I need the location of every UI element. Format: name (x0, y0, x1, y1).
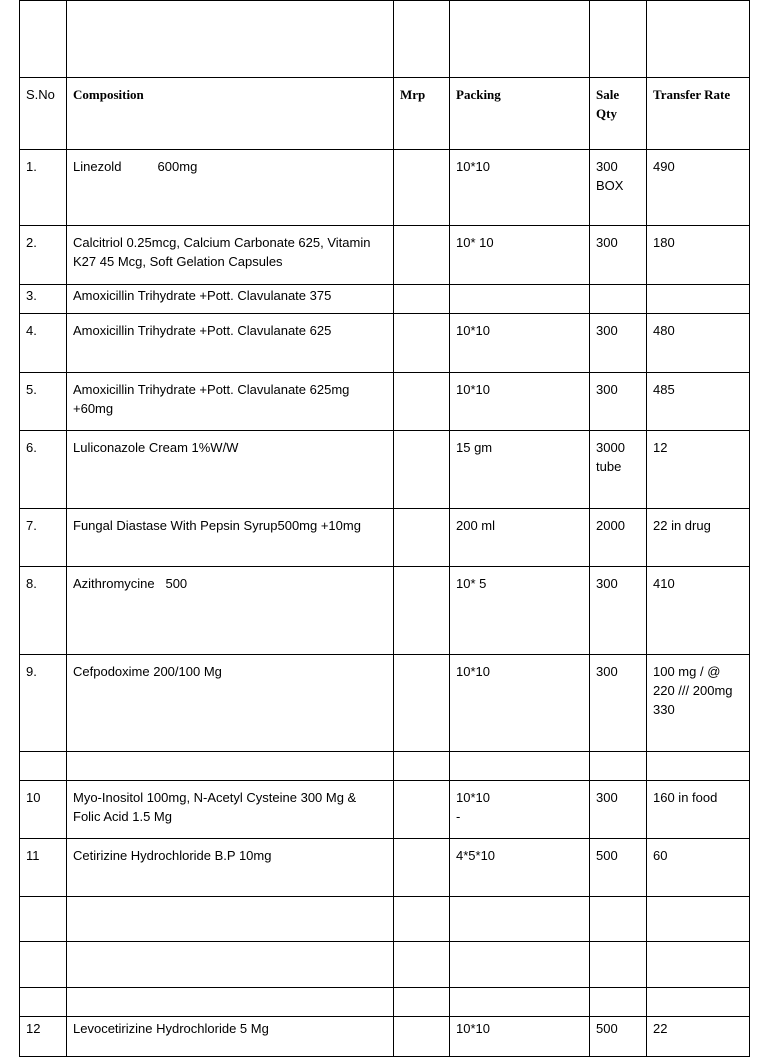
table-row (20, 942, 750, 988)
table-row (20, 752, 750, 781)
row-packing: 10*10 (450, 314, 590, 373)
row-composition: Cetirizine Hydrochloride B.P 10mg (67, 839, 394, 897)
row-mrp (394, 897, 450, 942)
row-mrp (394, 988, 450, 1017)
table-cell (647, 1, 750, 78)
table-row (20, 226, 750, 285)
row-transfer-rate: 22 (647, 1017, 750, 1057)
table-row (20, 988, 750, 1017)
row-transfer-rate: 12 (647, 431, 750, 509)
row-transfer-rate (647, 752, 750, 781)
row-sno: 11 (20, 839, 67, 897)
row-mrp (394, 509, 450, 567)
row-sale-qty (590, 942, 647, 988)
row-mrp (394, 226, 450, 285)
table-row (20, 781, 750, 839)
row-composition: Luliconazole Cream 1%W/W (67, 431, 394, 509)
row-mrp (394, 314, 450, 373)
table-cell (394, 1, 450, 78)
row-mrp (394, 373, 450, 431)
row-packing (450, 988, 590, 1017)
row-packing: 10*10 (450, 655, 590, 752)
header-transfer-rate: Transfer Rate (647, 78, 750, 150)
blank-top-row (20, 1, 750, 78)
row-packing: 10*10 (450, 373, 590, 431)
row-composition: Amoxicillin Trihydrate +Pott. Clavulanate 375 (67, 285, 394, 314)
row-mrp (394, 942, 450, 988)
table-row (20, 314, 750, 373)
row-packing-extra: - (456, 809, 461, 824)
table-row (20, 373, 750, 431)
row-transfer-rate: 485 (647, 373, 750, 431)
table-cell (20, 1, 67, 78)
table-row (20, 567, 750, 655)
row-packing (450, 285, 590, 314)
row-mrp (394, 150, 450, 226)
row-sale-qty: 2000 (590, 509, 647, 567)
row-composition: Calcitriol 0.25mcg, Calcium Carbonate 625, Vitamin K27 45 Mcg, Soft Gelation Capsules (67, 226, 394, 285)
row-sno (20, 942, 67, 988)
table-row (20, 655, 750, 752)
row-sno: 1. (20, 150, 67, 226)
row-composition: Cefpodoxime 200/100 Mg (67, 655, 394, 752)
row-packing: 10*10 (456, 790, 490, 805)
row-sale-qty (590, 988, 647, 1017)
row-transfer-rate (647, 988, 750, 1017)
header-mrp: Mrp (394, 78, 450, 150)
row-sno (20, 988, 67, 1017)
row-sale-qty: 300 (590, 373, 647, 431)
row-mrp (394, 781, 450, 839)
row-transfer-rate (647, 897, 750, 942)
row-sno: 10 (20, 781, 67, 839)
row-composition: Fungal Diastase With Pepsin Syrup500mg +10mg (67, 509, 394, 567)
row-packing: 200 ml (450, 509, 590, 567)
row-sno: 7. (20, 509, 67, 567)
row-composition (67, 942, 394, 988)
row-sale-qty (590, 752, 647, 781)
header-sno: S.No (20, 78, 67, 150)
row-packing (450, 752, 590, 781)
row-transfer-rate: 160 in food (647, 781, 750, 839)
row-sale-qty: 300 (590, 781, 647, 839)
row-packing (450, 897, 590, 942)
row-mrp (394, 752, 450, 781)
row-sale-qty: 300 (590, 655, 647, 752)
header-sale-qty: Sale Qty (590, 78, 647, 150)
table-row (20, 509, 750, 567)
row-transfer-rate: 22 in drug (647, 509, 750, 567)
row-sale-qty: 300 (590, 226, 647, 285)
table-cell (67, 1, 394, 78)
row-sno: 12 (20, 1017, 67, 1057)
table-row (20, 285, 750, 314)
row-sale-qty (590, 285, 647, 314)
row-sno: 5. (20, 373, 67, 431)
row-transfer-rate: 180 (647, 226, 750, 285)
row-sale-qty (590, 897, 647, 942)
row-composition: Levocetirizine Hydrochloride 5 Mg (67, 1017, 394, 1057)
table-row (20, 1017, 750, 1057)
composition-table (19, 0, 750, 1057)
table-row (20, 431, 750, 509)
row-composition (67, 897, 394, 942)
row-sno: 2. (20, 226, 67, 285)
row-composition (67, 988, 394, 1017)
header-composition: Composition (67, 78, 394, 150)
row-mrp (394, 285, 450, 314)
row-sale-qty: 500 (590, 1017, 647, 1057)
row-packing: 10* 10 (450, 226, 590, 285)
row-sno (20, 752, 67, 781)
row-transfer-rate (647, 285, 750, 314)
row-packing: 10* 5 (450, 567, 590, 655)
row-transfer-rate: 60 (647, 839, 750, 897)
row-sale-qty: 300 BOX (590, 150, 647, 226)
row-composition: Azithromycine 500 (67, 567, 394, 655)
row-transfer-rate (647, 942, 750, 988)
row-transfer-rate: 410 (647, 567, 750, 655)
row-packing (450, 942, 590, 988)
row-mrp (394, 655, 450, 752)
row-mrp (394, 567, 450, 655)
row-packing: 10*10 (450, 150, 590, 226)
row-composition: Linezold 600mg (67, 150, 394, 226)
table-row (20, 839, 750, 897)
row-sale-qty: 3000 tube (590, 431, 647, 509)
row-mrp (394, 1017, 450, 1057)
row-packing: 15 gm (450, 431, 590, 509)
row-sno: 8. (20, 567, 67, 655)
row-mrp (394, 431, 450, 509)
header-packing: Packing (450, 78, 590, 150)
row-sno: 6. (20, 431, 67, 509)
row-transfer-rate: 100 mg / @ 220 /// 200mg 330 (647, 655, 750, 752)
row-composition: Myo-Inositol 100mg, N-Acetyl Cysteine 300 Mg & Folic Acid 1.5 Mg (67, 781, 394, 839)
row-composition (67, 752, 394, 781)
row-sale-qty: 300 (590, 314, 647, 373)
row-mrp (394, 839, 450, 897)
row-sale-qty: 300 (590, 567, 647, 655)
table-row (20, 897, 750, 942)
row-sno (20, 897, 67, 942)
row-composition: Amoxicillin Trihydrate +Pott. Clavulanate 625 (67, 314, 394, 373)
table-row (20, 150, 750, 226)
table-cell (450, 1, 590, 78)
row-sno: 9. (20, 655, 67, 752)
row-sale-qty: 500 (590, 839, 647, 897)
row-sno: 4. (20, 314, 67, 373)
row-packing: 10*10 (450, 1017, 590, 1057)
row-packing-cell (450, 781, 590, 839)
row-sno: 3. (20, 285, 67, 314)
row-transfer-rate: 480 (647, 314, 750, 373)
table-cell (590, 1, 647, 78)
row-composition: Amoxicillin Trihydrate +Pott. Clavulanate 625mg +60mg (67, 373, 394, 431)
table-header-row (20, 78, 750, 150)
row-transfer-rate: 490 (647, 150, 750, 226)
row-packing: 4*5*10 (450, 839, 590, 897)
